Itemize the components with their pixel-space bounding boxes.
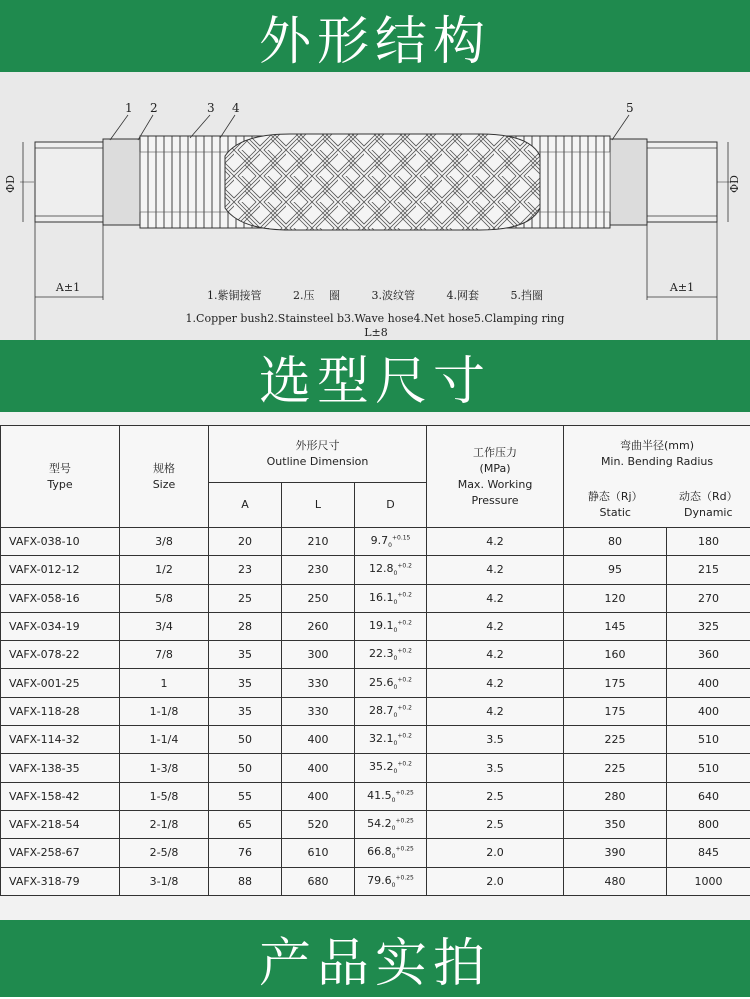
cell-size: 1/2 [120, 556, 209, 584]
d-tol-lower: 0 [391, 853, 396, 861]
cell-d [355, 612, 427, 640]
d-tol-upper: +0.2 [397, 647, 412, 655]
cell-l: 610 [282, 839, 355, 867]
cell-size: 3/4 [120, 612, 209, 640]
d-value: 41.5 [367, 788, 392, 802]
legend-cn-2: 2.压 圈 [293, 289, 340, 302]
callout-2: 2 [150, 101, 158, 115]
cell-a: 28 [209, 612, 282, 640]
cell-pressure: 4.2 [427, 584, 564, 612]
cell-dynamic: 360 [667, 641, 750, 669]
d-tol-upper: +0.2 [397, 704, 412, 712]
legend-cn-4: 4.网套 [446, 289, 479, 302]
d-tol-upper: +0.25 [395, 817, 414, 825]
cell-type: VAFX-078-22 [1, 641, 120, 669]
cell-a: 50 [209, 726, 282, 754]
d-tol-lower: 0 [391, 825, 396, 833]
table-row [1, 810, 750, 838]
d-tol-lower: 0 [393, 570, 398, 578]
header-outline-en: Outline Dimension [266, 455, 369, 468]
cell-static: 95 [564, 556, 667, 584]
cell-type: VAFX-038-10 [1, 528, 120, 556]
d-tol-lower: 0 [393, 768, 398, 776]
cell-d [355, 867, 427, 895]
legend-en-text: 1.Copper bush2.Stainsteel b3.Wave hose4.Net hose5.Clamping ring [185, 312, 565, 325]
header-type [1, 426, 120, 528]
cell-dynamic: 400 [667, 669, 750, 697]
cell-pressure: 2.0 [427, 839, 564, 867]
cell-dynamic: 215 [667, 556, 750, 584]
legend-cn-5: 5.挡圈 [510, 289, 543, 302]
cell-pressure: 4.2 [427, 697, 564, 725]
table-row [1, 839, 750, 867]
cell-static: 225 [564, 726, 667, 754]
header-size-en: Size [152, 477, 176, 491]
table-row [1, 867, 750, 895]
header-l: L [282, 483, 355, 528]
header-static [564, 483, 667, 528]
dia-label-left: ΦD [4, 175, 17, 193]
cell-pressure: 2.0 [427, 867, 564, 895]
cell-type: VAFX-318-79 [1, 867, 120, 895]
cell-size: 7/8 [120, 641, 209, 669]
cell-static: 120 [564, 584, 667, 612]
cell-d [355, 556, 427, 584]
cell-a: 35 [209, 669, 282, 697]
d-value: 19.1 [369, 618, 394, 632]
d-tol-upper: +0.2 [397, 732, 412, 740]
d-value: 16.1 [369, 590, 394, 604]
header-pressure-en2: Pressure [471, 493, 519, 507]
cell-size: 1-3/8 [120, 754, 209, 782]
banner-selection-title: 选型尺寸 [258, 351, 491, 412]
d-value: 22.3 [369, 647, 394, 661]
cell-a: 50 [209, 754, 282, 782]
d-tol-upper: +0.2 [397, 590, 412, 598]
cell-l: 520 [282, 810, 355, 838]
d-tol-upper: +0.25 [395, 873, 414, 881]
table-row [1, 641, 750, 669]
cell-size: 3-1/8 [120, 867, 209, 895]
d-value: 32.1 [369, 732, 394, 746]
cell-dynamic: 510 [667, 754, 750, 782]
cell-size: 1 [120, 669, 209, 697]
cell-static: 175 [564, 669, 667, 697]
header-size [120, 426, 209, 528]
cell-l: 680 [282, 867, 355, 895]
cell-d [355, 641, 427, 669]
d-tol-lower: 0 [393, 655, 398, 663]
cell-d [355, 584, 427, 612]
cell-dynamic: 510 [667, 726, 750, 754]
header-a: A [209, 483, 282, 528]
header-bend-cn: 弯曲半径(mm) [620, 439, 695, 453]
cell-static: 225 [564, 754, 667, 782]
cell-dynamic: 640 [667, 782, 750, 810]
d-tol-lower: 0 [393, 740, 398, 748]
table-row [1, 528, 750, 556]
cell-l: 210 [282, 528, 355, 556]
cell-d [355, 754, 427, 782]
cell-size: 1-1/8 [120, 697, 209, 725]
cell-pressure: 4.2 [427, 669, 564, 697]
header-pressure-en1: Max. Working [457, 477, 533, 491]
d-tol-upper: +0.2 [397, 619, 412, 627]
cell-pressure: 2.5 [427, 782, 564, 810]
d-value: 28.7 [369, 703, 394, 717]
banner-photos-title: 产品实拍 [258, 934, 491, 994]
banner-photos [0, 920, 750, 997]
table-row [1, 669, 750, 697]
legend-cn [0, 287, 750, 303]
cell-a: 23 [209, 556, 282, 584]
cell-static: 350 [564, 810, 667, 838]
callout-1: 1 [125, 101, 133, 115]
cell-a: 20 [209, 528, 282, 556]
cell-size: 2-5/8 [120, 839, 209, 867]
d-value: 79.6 [367, 873, 392, 887]
d-tol-lower: 0 [393, 627, 398, 635]
cell-a: 25 [209, 584, 282, 612]
cell-d [355, 669, 427, 697]
cell-l: 250 [282, 584, 355, 612]
cell-dynamic: 800 [667, 810, 750, 838]
d-value: 35.2 [369, 760, 394, 774]
cell-static: 480 [564, 867, 667, 895]
spec-rows [1, 528, 750, 896]
cell-dynamic: 180 [667, 528, 750, 556]
header-pressure [427, 426, 564, 528]
callout-5: 5 [626, 101, 634, 115]
cell-size: 3/8 [120, 528, 209, 556]
cell-static: 175 [564, 697, 667, 725]
d-value: 9.7 [370, 534, 389, 548]
dim-a-left: A±1 [55, 281, 81, 294]
d-value: 66.8 [367, 845, 392, 859]
table-row [1, 754, 750, 782]
table-row [1, 726, 750, 754]
header-type-cn: 型号 [49, 461, 71, 475]
header-d: D [355, 483, 427, 528]
cell-dynamic: 325 [667, 612, 750, 640]
header-static-en: Static [599, 505, 631, 519]
cell-type: VAFX-138-35 [1, 754, 120, 782]
cell-l: 400 [282, 754, 355, 782]
cell-a: 35 [209, 641, 282, 669]
header-outline [209, 426, 427, 483]
cell-d [355, 839, 427, 867]
d-tol-lower: 0 [393, 598, 398, 606]
header-outline-cn: 外形尺寸 [295, 439, 340, 452]
cell-l: 300 [282, 641, 355, 669]
callout-3: 3 [207, 101, 215, 115]
legend-cn-3: 3.波纹管 [371, 289, 415, 302]
cell-type: VAFX-034-19 [1, 612, 120, 640]
cell-l: 260 [282, 612, 355, 640]
cell-static: 80 [564, 528, 667, 556]
cell-type: VAFX-012-12 [1, 556, 120, 584]
d-tol-upper: +0.2 [397, 562, 412, 570]
d-tol-upper: +0.25 [395, 845, 414, 853]
cell-type: VAFX-158-42 [1, 782, 120, 810]
table-row [1, 612, 750, 640]
cell-type: VAFX-218-54 [1, 810, 120, 838]
cell-static: 145 [564, 612, 667, 640]
d-tol-lower: 0 [388, 542, 392, 550]
header-dynamic-en: Dynamic [684, 505, 733, 519]
header-bend-en: Min. Bending Radius [600, 455, 714, 469]
cell-pressure: 3.5 [427, 754, 564, 782]
cell-size: 1-1/4 [120, 726, 209, 754]
d-tol-lower: 0 [391, 796, 396, 804]
cell-a: 55 [209, 782, 282, 810]
d-tol-upper: +0.2 [397, 760, 412, 768]
cell-dynamic: 400 [667, 697, 750, 725]
d-tol-lower: 0 [391, 881, 396, 889]
dia-label-right: ΦD [728, 175, 741, 193]
cell-l: 330 [282, 669, 355, 697]
cell-dynamic: 1000 [667, 867, 750, 895]
cell-a: 65 [209, 810, 282, 838]
d-value: 54.2 [367, 817, 392, 831]
cell-pressure: 3.5 [427, 726, 564, 754]
header-dynamic [667, 483, 750, 528]
header-pressure-cn: 工作压力 [473, 445, 518, 459]
table-row [1, 556, 750, 584]
cell-l: 230 [282, 556, 355, 584]
cell-dynamic: 845 [667, 839, 750, 867]
cell-pressure: 4.2 [427, 528, 564, 556]
callout-4: 4 [232, 101, 240, 115]
d-tol-upper: +0.25 [395, 789, 414, 797]
dim-a-right: A±1 [669, 281, 695, 294]
cell-type: VAFX-114-32 [1, 726, 120, 754]
cell-pressure: 4.2 [427, 612, 564, 640]
header-size-cn: 规格 [153, 461, 175, 475]
table-row [1, 782, 750, 810]
legend-cn-1: 1.紫铜接管 [207, 289, 262, 302]
banner-selection [0, 340, 750, 412]
header-dynamic-cn: 动态（Rd） [678, 489, 738, 503]
cell-l: 400 [282, 782, 355, 810]
dim-l: L±8 [364, 326, 388, 339]
cell-a: 76 [209, 839, 282, 867]
spec-table [0, 425, 750, 896]
cell-static: 390 [564, 839, 667, 867]
header-pressure-unit: (MPa) [479, 461, 511, 475]
cell-size: 2-1/8 [120, 810, 209, 838]
banner-structure-title: 外形结构 [258, 11, 491, 72]
cell-pressure: 4.2 [427, 556, 564, 584]
d-tol-upper: +0.15 [391, 534, 411, 542]
cell-d [355, 697, 427, 725]
cell-type: VAFX-258-67 [1, 839, 120, 867]
cell-d [355, 726, 427, 754]
header-static-cn: 静态（Rj） [587, 489, 643, 503]
d-tol-upper: +0.2 [397, 675, 412, 683]
cell-a: 35 [209, 697, 282, 725]
header-type-en: Type [47, 477, 73, 491]
cell-l: 400 [282, 726, 355, 754]
cell-l: 330 [282, 697, 355, 725]
cell-type: VAFX-118-28 [1, 697, 120, 725]
cell-size: 5/8 [120, 584, 209, 612]
cell-d [355, 782, 427, 810]
cell-a: 88 [209, 867, 282, 895]
table-row [1, 584, 750, 612]
spec-table-area [0, 412, 750, 920]
d-tol-lower: 0 [393, 683, 398, 691]
cell-pressure: 4.2 [427, 641, 564, 669]
d-value: 25.6 [369, 675, 394, 689]
cell-type: VAFX-058-16 [1, 584, 120, 612]
cell-static: 280 [564, 782, 667, 810]
cell-dynamic: 270 [667, 584, 750, 612]
cell-d [355, 528, 427, 556]
header-bend [564, 426, 750, 483]
cell-d [355, 810, 427, 838]
cell-static: 160 [564, 641, 667, 669]
legend-en [0, 312, 750, 325]
cell-pressure: 2.5 [427, 810, 564, 838]
table-row [1, 697, 750, 725]
d-tol-lower: 0 [393, 712, 398, 720]
banner-structure [0, 0, 750, 72]
cell-size: 1-5/8 [120, 782, 209, 810]
cell-type: VAFX-001-25 [1, 669, 120, 697]
d-value: 12.8 [369, 562, 394, 576]
